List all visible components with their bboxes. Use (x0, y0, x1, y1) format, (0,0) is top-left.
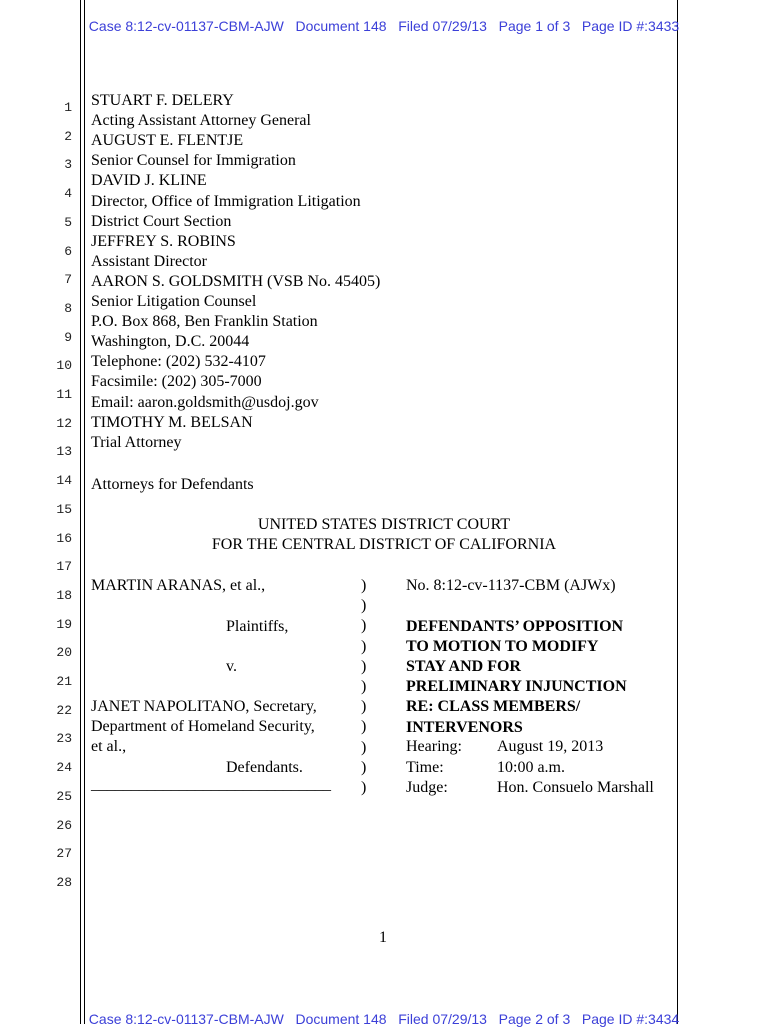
line-number: 21 (56, 674, 72, 689)
page-number: 1 (379, 929, 387, 946)
caption-paren: ) (361, 718, 367, 736)
court-district: FOR THE CENTRAL DISTRICT OF CALIFORNIA (211, 536, 557, 553)
line-number: 1 (64, 100, 72, 115)
caption-paren: ) (361, 779, 367, 796)
attorney-line: District Court Section (91, 212, 232, 230)
caption-underline: ______________________________ (91, 776, 331, 793)
plaintiffs-label: Plaintiffs, (226, 618, 289, 635)
line-number: 22 (56, 702, 72, 718)
plaintiff-name: MARTIN ARANAS, et al., (91, 577, 266, 594)
attorneys-for-defendants: Attorneys for Defendants (91, 476, 254, 493)
line-number: 28 (56, 874, 72, 890)
line-number: 10 (56, 358, 72, 374)
left-margin-rule-inner (84, 0, 85, 1024)
attorney-line: Washington, D.C. 20044 (91, 333, 250, 351)
line-number: 13 (56, 444, 72, 460)
document-title-line: INTERVENORS (406, 718, 523, 736)
caption-paren: ) (361, 577, 367, 594)
attorney-line: Acting Assistant Attorney General (91, 112, 311, 130)
line-number: 4 (64, 186, 72, 202)
caption-paren: ) (361, 738, 367, 756)
line-number: 24 (56, 760, 72, 776)
attorney-line: Senior Litigation Counsel (91, 293, 257, 310)
line-number: 15 (56, 501, 72, 517)
line-number: 16 (56, 530, 72, 546)
attorney-line: AUGUST E. FLENTJE (91, 132, 244, 150)
versus: v. (226, 658, 237, 675)
attorney-line: JEFFREY S. ROBINS (91, 232, 236, 250)
attorney-line: P.O. Box 868, Ben Franklin Station (91, 313, 318, 331)
caption-paren: ) (361, 617, 367, 635)
judge-label: Judge: (406, 779, 448, 796)
attorney-line: Email: aaron.goldsmith@usdoj.gov (91, 393, 319, 411)
document-title-line: STAY AND FOR (406, 658, 521, 676)
line-number: 26 (56, 817, 72, 833)
line-number: 17 (56, 559, 72, 575)
document-title-line: RE: CLASS MEMBERS/ (406, 698, 581, 716)
attorney-line: Trial Attorney (91, 433, 182, 451)
line-number: 12 (56, 415, 72, 431)
caption-paren: ) (361, 698, 367, 716)
line-number: 5 (64, 214, 72, 230)
court-name: UNITED STATES DISTRICT COURT (257, 516, 511, 533)
caption-paren: ) (361, 758, 367, 776)
line-number: 14 (56, 473, 72, 489)
line-number: 20 (56, 645, 72, 661)
left-margin-rule-outer (80, 0, 81, 1024)
line-number: 25 (56, 788, 72, 804)
document-title-line: DEFENDANTS’ OPPOSITION (406, 618, 624, 635)
defendant-name-line1: JANET NAPOLITANO, Secretary, (91, 698, 317, 715)
attorney-line: Director, Office of Immigration Litigation (91, 192, 361, 210)
line-number: 9 (64, 329, 72, 345)
line-number: 11 (56, 387, 72, 402)
page-2-header: Case 8:12-cv-01137-CBM-AJW Document 148 Filed 07/29/13 Page 2 of 3 Page ID #:3434 (88, 1011, 680, 1027)
attorney-line: Assistant Director (91, 252, 207, 270)
attorney-line: AARON S. GOLDSMITH (VSB No. 45405) (91, 272, 381, 290)
line-number: 27 (56, 846, 72, 862)
line-number: 7 (64, 272, 72, 288)
attorney-line: TIMOTHY M. BELSAN (91, 413, 253, 431)
caption-paren: ) (361, 597, 367, 615)
line-number: 2 (64, 128, 72, 144)
hearing-label: Hearing: (406, 738, 462, 755)
line-number: 8 (64, 300, 72, 316)
line-number: 23 (56, 731, 72, 747)
document-title-line: TO MOTION TO MODIFY (406, 638, 599, 656)
document-title-line: PRELIMINARY INJUNCTION (406, 678, 627, 696)
attorney-line: Telephone: (202) 532-4107 (91, 353, 266, 371)
attorney-line: DAVID J. KLINE (91, 172, 207, 190)
page-1-header: Case 8:12-cv-01137-CBM-AJW Document 148 Filed 07/29/13 Page 1 of 3 Page ID #:3433 (88, 18, 680, 34)
attorney-line: Senior Counsel for Immigration (91, 152, 296, 170)
defendant-name-line2: Department of Homeland Security, (91, 718, 315, 735)
hearing-date: August 19, 2013 (497, 738, 604, 755)
caption-paren: ) (361, 678, 367, 695)
right-margin-rule (677, 0, 678, 1024)
defendant-name-line3: et al., (91, 738, 127, 755)
line-number: 18 (56, 587, 72, 603)
attorney-line: STUART F. DELERY (91, 92, 234, 109)
caption-paren: ) (361, 637, 367, 655)
defendants-label: Defendants. (226, 759, 303, 776)
line-number: 19 (56, 616, 72, 632)
line-number: 6 (64, 243, 72, 259)
case-number: No. 8:12-cv-1137-CBM (AJWx) (406, 577, 616, 594)
attorney-line: Facsimile: (202) 305-7000 (91, 373, 262, 391)
time-label: Time: (406, 759, 444, 776)
line-number: 3 (64, 157, 72, 173)
judge-name: Hon. Consuelo Marshall (497, 779, 654, 796)
caption-paren: ) (361, 657, 367, 675)
time-value: 10:00 a.m. (497, 759, 565, 776)
